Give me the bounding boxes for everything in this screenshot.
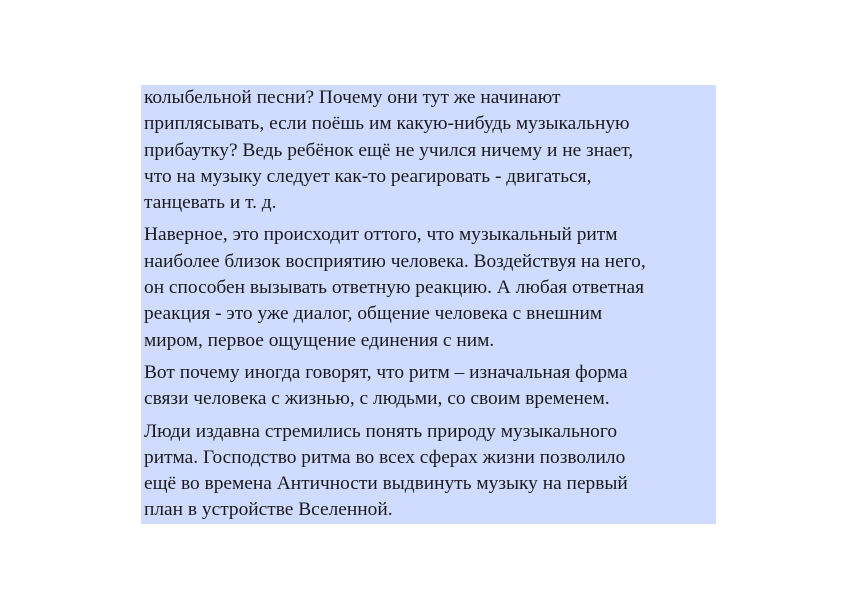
text-line: Наверное, это происходит оттого, что музыкальный ритм [144, 224, 618, 246]
paragraph-3 [144, 360, 712, 413]
text-line: приплясывать, если поёшь им какую-нибудь музыкальную [144, 113, 630, 135]
text-line: ещё во времена Античности выдвинуть музыку на первый [144, 473, 628, 495]
text-line: прибаутку? Ведь ребёнок ещё не учился ничему и не знает, [144, 139, 634, 161]
text-line: он способен вызывать ответную реакцию. А любая ответная [144, 277, 644, 299]
text-line: реакция - это уже диалог, общение человека с внешним [144, 303, 603, 325]
text-line: ритма. Господство ритма во всех сферах жизни позволило [144, 446, 626, 468]
text-line: Вот почему иногда говорят, что ритм – изначальная форма [144, 361, 628, 383]
text-line: миром, первое ощущение единения с ним. [144, 329, 495, 351]
paragraph-4 [144, 419, 712, 524]
paragraph-2 [144, 222, 712, 353]
text-line: колыбельной песни? Почему они тут же начинают [144, 87, 561, 108]
text-line: связи человека с жизнью, с людьми, со своим временем. [144, 388, 610, 410]
text-line: план в устройстве Вселенной. [144, 499, 393, 521]
paragraph-1 [144, 85, 712, 216]
text-line: Люди издавна стремились понять природу музыкального [144, 420, 618, 442]
text-box [141, 85, 716, 524]
text-line: наиболее близок восприятию человека. Воздействуя на него, [144, 250, 646, 272]
text-line: танцевать и т. д. [144, 192, 277, 214]
text-line: что на музыку следует как-то реагировать - двигаться, [144, 165, 592, 187]
